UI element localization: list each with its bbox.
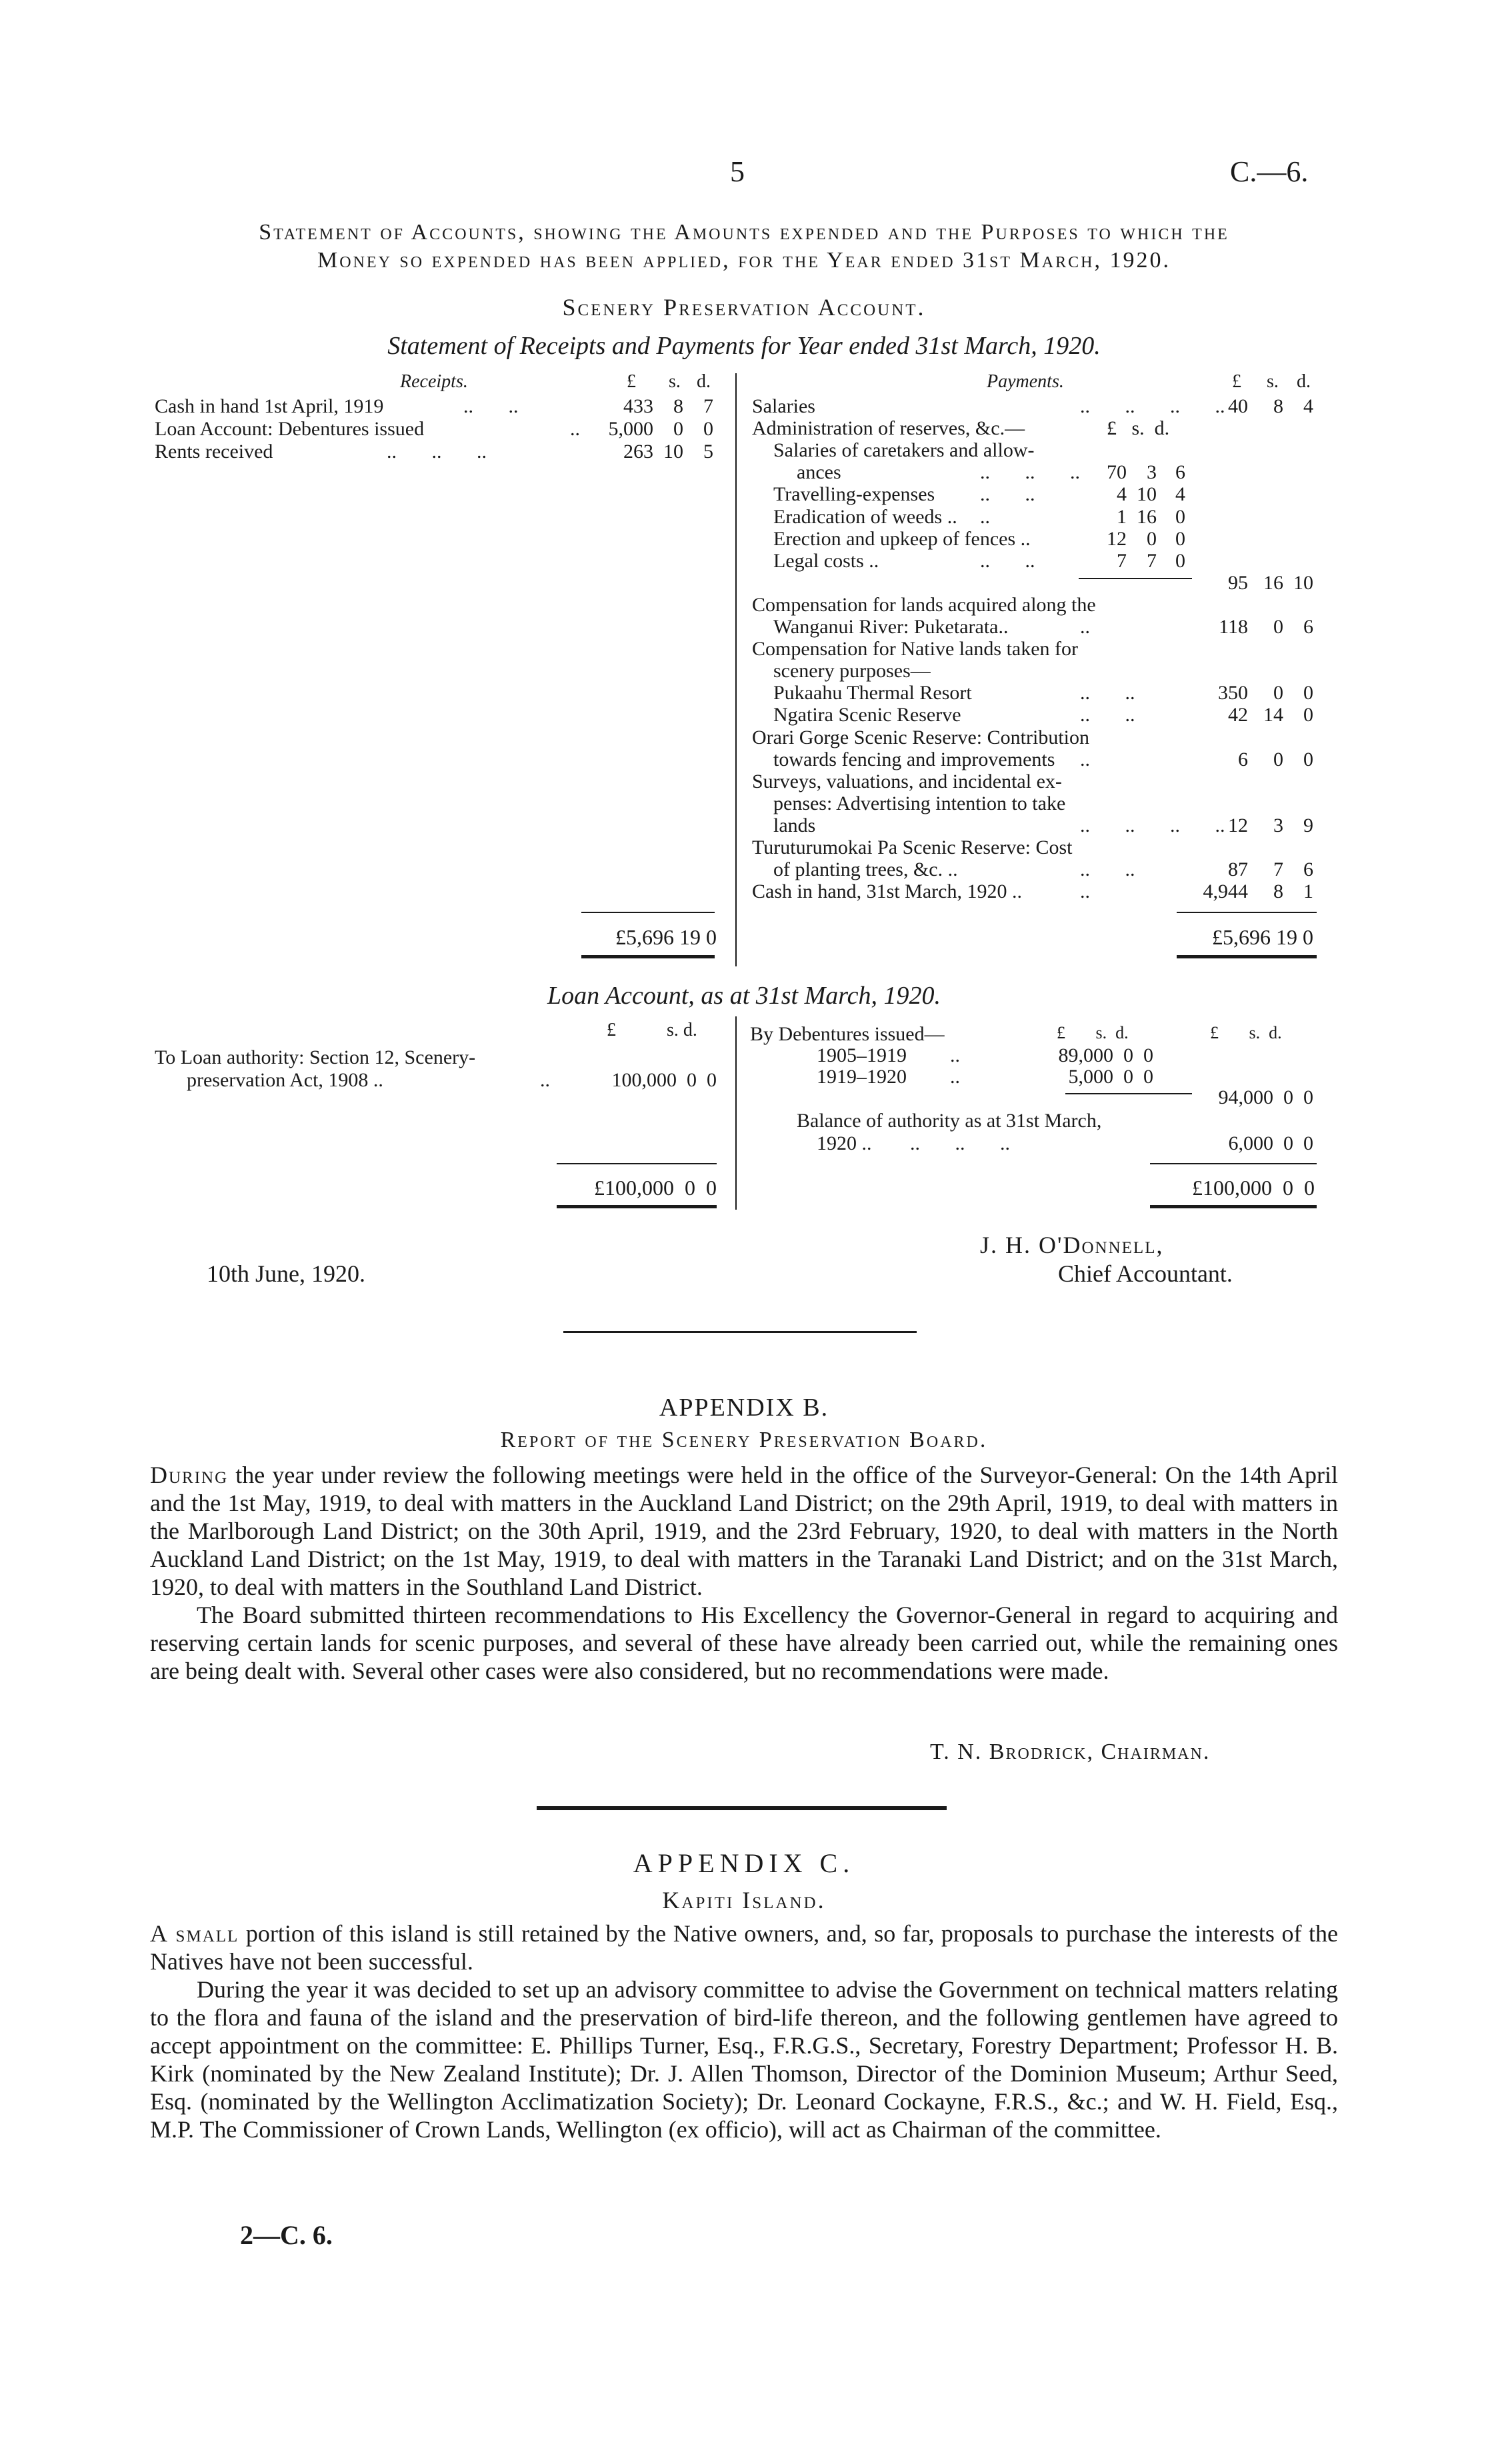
payment-text: Compensation for lands acquired along the [752, 594, 1096, 616]
loan-left-total-rule [557, 1163, 717, 1164]
payment-dots: .. [1080, 616, 1090, 638]
appendix-b-para1: the year under review the following meetings were held in the office of the Surveyor-General: On the 14th April and the 1st May, 1919, to deal with matters in the Auckland Land District; on the 29th April, 1919, to deal with matters in the Marlborough Land District; on the 30th April, 1919, and the 23rd February, 1920, to deal with matters in the North Auckland Land District; on the 1st May, 1919, to deal with matters in the Taranaki Land District; and on the 31st March, 1920, to deal with matters in the Southland Land District. [150, 1462, 1338, 1600]
receipt-pence: 7 [703, 395, 713, 417]
loan-right-cols: £ s. d. [1210, 1023, 1282, 1042]
payment-dots: .. .. .. .. [1080, 395, 1225, 417]
payment-sub-shillings: 0 [1147, 528, 1157, 550]
receipts-heading: Receipts. [400, 371, 468, 392]
payment-text: Ngatira Scenic Reserve [773, 704, 961, 726]
appendix-b-signature: T. N. Brodrick, Chairman. [930, 1740, 1211, 1764]
balance-dots: .. .. .. [910, 1132, 1010, 1154]
debentures-heading: By Debentures issued— [750, 1023, 945, 1045]
receipt-dots: .. [570, 418, 580, 440]
receipt-shillings: 0 [673, 418, 683, 440]
payment-text: ances [797, 461, 841, 483]
payment-dots: .. [1080, 748, 1090, 770]
appendix-b-subheading: Report of the Scenery Preservation Board. [500, 1428, 988, 1452]
loan-right-double-rule [1150, 1205, 1317, 1208]
appendix-b-body [150, 1461, 1338, 1685]
receipt-pence: 5 [703, 441, 713, 463]
debenture-amount: 5,000 0 0 [1068, 1066, 1153, 1088]
receipts-col-shillings: s. [669, 371, 681, 392]
receipt-dots: .. .. [463, 395, 519, 417]
statement-title-line2: Money so expended has been applied, for the Year ended 31st March, 1920. [317, 248, 1171, 273]
loan-authority-amount: 100,000 0 0 [611, 1069, 717, 1091]
payment-text: lands [773, 814, 816, 836]
signoff-title: Chief Accountant. [1058, 1260, 1233, 1287]
payment-pounds: 12 [1228, 814, 1248, 836]
payment-sub-pounds: 12 [1107, 528, 1127, 550]
payment-pence: 10 [1293, 572, 1313, 594]
payment-text: Salaries of caretakers and allow- [773, 439, 1035, 461]
payments-heading: Payments. [987, 371, 1064, 392]
payment-dots: .. .. [1080, 704, 1135, 726]
debentures-sub-cols: £ s. d. [1057, 1023, 1129, 1042]
payment-text: Pukaahu Thermal Resort [773, 682, 972, 704]
payment-pence: 0 [1303, 748, 1313, 770]
payment-pounds: 87 [1228, 858, 1248, 880]
payment-dots: .. .. [980, 483, 1035, 505]
loan-column-divider [735, 1016, 737, 1210]
receipt-shillings: 10 [663, 441, 683, 463]
payment-pounds: 118 [1219, 616, 1248, 638]
payments-col-pounds: £ [1232, 371, 1241, 392]
loan-left-total: £100,000 0 0 [594, 1176, 717, 1200]
payment-dots: .. .. [980, 550, 1035, 572]
payment-sub-shillings: 3 [1147, 461, 1157, 483]
appendix-c-body [150, 1919, 1338, 2143]
payment-sub-columns: £ s. d. [1107, 417, 1170, 439]
loan-left-double-rule [557, 1205, 717, 1208]
column-divider [735, 373, 737, 966]
signoff-date: 10th June, 1920. [207, 1260, 365, 1287]
receipt-shillings: 8 [673, 395, 683, 417]
appendix-b-para2: The Board submitted thirteen recommendations to His Excellency the Governor-General in regard to acquiring and reserving certain lands for scenic purposes, and several of these have already been carried out, while the remaining ones are being dealt with. Several other cases were also considered, but no recommendations were made. [150, 1602, 1338, 1684]
payment-text: Surveys, valuations, and incidental ex- [752, 770, 1062, 792]
receipt-label: Cash in hand 1st April, 1919 [155, 395, 384, 417]
statement-title-line1: Statement of Accounts, showing the Amounts expended and the Purposes to which the [259, 220, 1229, 245]
payment-dots: .. [980, 506, 990, 528]
balance-line2: 1920 .. [817, 1132, 872, 1154]
payment-shillings: 16 [1263, 572, 1283, 594]
statement-subtitle: Statement of Receipts and Payments for Year ended 31st March, 1920. [387, 332, 1101, 360]
account-name: Scenery Preservation Account. [562, 294, 926, 321]
payment-text: Orari Gorge Scenic Reserve: Contribution [752, 726, 1089, 748]
receipt-dots: .. .. .. [387, 441, 487, 463]
loan-authority-line2: preservation Act, 1908 .. [187, 1069, 383, 1091]
loan-right-total-rule [1150, 1163, 1317, 1164]
payment-sub-shillings: 10 [1137, 483, 1157, 505]
payment-pence: 4 [1303, 395, 1313, 417]
payments-total-double-rule [1177, 955, 1317, 958]
payment-sub-pence: 0 [1175, 528, 1185, 550]
payment-text: Legal costs .. [773, 550, 879, 572]
receipts-col-pounds: £ [627, 371, 636, 392]
receipt-label: Loan Account: Debentures issued [155, 418, 425, 440]
section-separator-1 [563, 1331, 917, 1333]
payment-dots: .. .. .. .. [1080, 814, 1225, 836]
receipts-total-rule [581, 912, 715, 913]
loan-left-col-pounds: £ [607, 1020, 616, 1040]
debenture-dots: .. [950, 1066, 960, 1088]
receipt-pounds: 433 [623, 395, 653, 417]
receipt-pounds: 263 [623, 441, 653, 463]
payment-sub-pounds: 1 [1117, 506, 1127, 528]
payment-pounds: 4,944 [1203, 880, 1248, 902]
receipts-total: £5,696 19 0 [615, 925, 717, 949]
balance-line1: Balance of authority as at 31st March, [797, 1110, 1102, 1132]
document-reference: C.—6. [1230, 155, 1309, 188]
payment-text: Administration of reserves, &c.— [752, 417, 1025, 439]
payment-dots: .. [1080, 880, 1090, 902]
payment-shillings: 0 [1273, 682, 1283, 704]
receipt-pounds: 5,000 [608, 418, 653, 440]
payment-pounds: 95 [1228, 572, 1248, 594]
receipt-pence: 0 [703, 418, 713, 440]
payment-pence: 6 [1303, 616, 1313, 638]
payment-shillings: 8 [1273, 880, 1283, 902]
debenture-period: 1919–1920 [817, 1066, 907, 1088]
payment-pence: 0 [1303, 682, 1313, 704]
debentures-subtotal: 94,000 0 0 [1218, 1086, 1313, 1108]
payment-sub-shillings: 7 [1147, 550, 1157, 572]
payment-sub-pounds: 7 [1117, 550, 1127, 572]
payment-text: Wanganui River: Puketarata.. [773, 616, 1009, 638]
payment-text: Compensation for Native lands taken for [752, 638, 1079, 660]
appendix-c-heading: APPENDIX C. [633, 1848, 855, 1878]
payment-sub-pence: 0 [1175, 506, 1185, 528]
payment-sub-pounds: 4 [1117, 483, 1127, 505]
appendix-c-subheading: Kapiti Island. [662, 1887, 826, 1913]
payment-sub-shillings: 16 [1137, 506, 1157, 528]
appendix-c-lead: A small [150, 1920, 239, 1947]
debenture-dots: .. [950, 1044, 960, 1066]
signoff-name: J. H. O'Donnell, [980, 1232, 1164, 1258]
payment-shillings: 8 [1273, 395, 1283, 417]
payment-shillings: 14 [1263, 704, 1283, 726]
payment-shillings: 0 [1273, 748, 1283, 770]
payment-sub-pence: 4 [1175, 483, 1185, 505]
payment-pounds: 40 [1228, 395, 1248, 417]
appendix-b-heading: APPENDIX B. [659, 1394, 829, 1422]
payment-pounds: 350 [1218, 682, 1248, 704]
payment-sub-pence: 0 [1175, 550, 1185, 572]
receipts-col-pence: d. [697, 371, 711, 392]
payments-total: £5,696 19 0 [1212, 925, 1313, 949]
payment-text: penses: Advertising intention to take [773, 792, 1066, 814]
payment-shillings: 0 [1273, 616, 1283, 638]
receipt-label: Rents received [155, 441, 273, 463]
payment-shillings: 3 [1273, 814, 1283, 836]
debenture-amount: 89,000 0 0 [1058, 1044, 1153, 1066]
payment-pence: 1 [1303, 880, 1313, 902]
payment-pence: 9 [1303, 814, 1313, 836]
loan-authority-dots: .. [540, 1069, 550, 1091]
payment-sub-pounds: 70 [1107, 461, 1127, 483]
debenture-period: 1905–1919 [817, 1044, 907, 1066]
payment-text: of planting trees, &c. .. [773, 858, 958, 880]
payment-dots: .. .. [1080, 858, 1135, 880]
payment-sub-pence: 6 [1175, 461, 1185, 483]
payment-text: scenery purposes— [773, 660, 931, 682]
payment-pence: 6 [1303, 858, 1313, 880]
payment-text: Cash in hand, 31st March, 1920 .. [752, 880, 1022, 902]
payment-pounds: 42 [1228, 704, 1248, 726]
loan-right-total: £100,000 0 0 [1192, 1176, 1315, 1200]
payments-col-pence: d. [1297, 371, 1311, 392]
receipts-total-double-rule [581, 955, 715, 958]
balance-amount: 6,000 0 0 [1228, 1132, 1313, 1154]
appendix-c-para1: portion of this island is still retained by the Native owners, and, so far, proposals to purchase the interests of the Natives have not been successful. [150, 1920, 1338, 1975]
section-separator-2 [537, 1806, 947, 1810]
payment-text: Travelling-expenses [773, 483, 935, 505]
payment-dots: .. .. .. [980, 461, 1080, 483]
payment-shillings: 7 [1273, 858, 1283, 880]
loan-left-col-sd: s. d. [667, 1020, 697, 1040]
payment-text: Salaries [752, 395, 815, 417]
signature-mark: 2—C. 6. [240, 2220, 333, 2250]
page-number: 5 [730, 155, 745, 188]
payment-pounds: 6 [1238, 748, 1248, 770]
loan-authority-line1: To Loan authority: Section 12, Scenery- [155, 1046, 476, 1068]
payment-text: Erection and upkeep of fences .. [773, 528, 1031, 550]
payment-dots: .. .. [1080, 682, 1135, 704]
payment-pence: 0 [1303, 704, 1313, 726]
admin-subtotal-rule [1079, 578, 1192, 579]
loan-account-title: Loan Account, as at 31st March, 1920. [547, 982, 941, 1010]
payment-text: Turuturumokai Pa Scenic Reserve: Cost [752, 836, 1073, 858]
payments-col-shillings: s. [1267, 371, 1279, 392]
appendix-c-para2: During the year it was decided to set up an advisory committee to advise the Government on technical matters relating to the flora and fauna of the island and the preservation of bird-life thereon, and the following gentlemen have agreed to accept appointment on the committee: E. Phillips Turner, Esq., F.R.G.S., Secretary, Forestry Department; Professor H. B. Kirk (nominated by the New Zealand Institute); Dr. J. Allen Thomson, Director of the Dominion Museum; Arthur Seed, Esq. (nominated by the Wellington Acclimatization Society); Dr. Leonard Cockayne, F.R.S., &c.; and W. H. Field, Esq., M.P. The Commissioner of Crown Lands, Wellington (ex officio), will act as Chairman of the committee. [150, 1976, 1338, 2143]
payment-text: Eradication of weeds .. [773, 506, 957, 528]
payments-total-rule [1177, 912, 1317, 913]
appendix-b-lead: During [150, 1462, 229, 1488]
payment-text: towards fencing and improvements [773, 748, 1055, 770]
